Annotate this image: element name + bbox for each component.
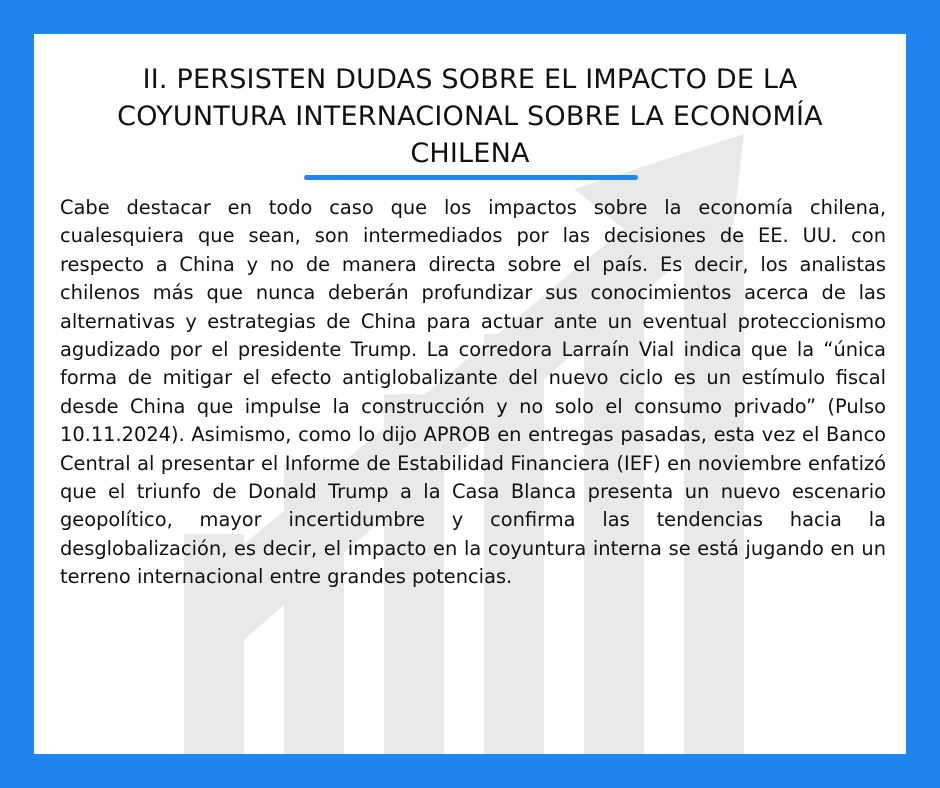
content-card (34, 34, 906, 754)
title-underline (304, 175, 638, 180)
body-paragraph: Cabe destacar en todo caso que los impactos sobre la economía chilena, cualesquiera que sean, son intermediados por las decisiones de EE. UU. con respecto a China y no de manera directa sobre el país. Es decir, los analistas chilenos más que nunca deberán profundizar sus conocimientos acerca de las alternativas y estrategias de China para actuar ante un eventual proteccionismo agudizado por el presidente Trump. La corredora Larraín Vial indica que la “única forma de mitigar el efecto antiglobalizante del nuevo ciclo es un estímulo fiscal desde China que impulse la construcción y no solo el consumo privado” (Pulso 10.11.2024). Asimismo, como lo dijo APROB en entregas pasadas, esta vez el Banco Central al presentar el Informe de Estabilidad Financiera (IEF) en noviembre enfatizó que el triunfo de Donald Trump a la Casa Blanca presenta un nuevo escenario geopolítico, mayor incertidumbre y confirma las tendencias hacia la desglobalización, es decir, el impacto en la coyuntura interna se está jugando en un terreno internacional entre grandes potencias. (60, 196, 886, 589)
section-title: II. PERSISTEN DUDAS SOBRE EL IMPACTO DE LA COYUNTURA INTERNACIONAL SOBRE LA ECONOMÍA CHILENA (117, 64, 823, 169)
